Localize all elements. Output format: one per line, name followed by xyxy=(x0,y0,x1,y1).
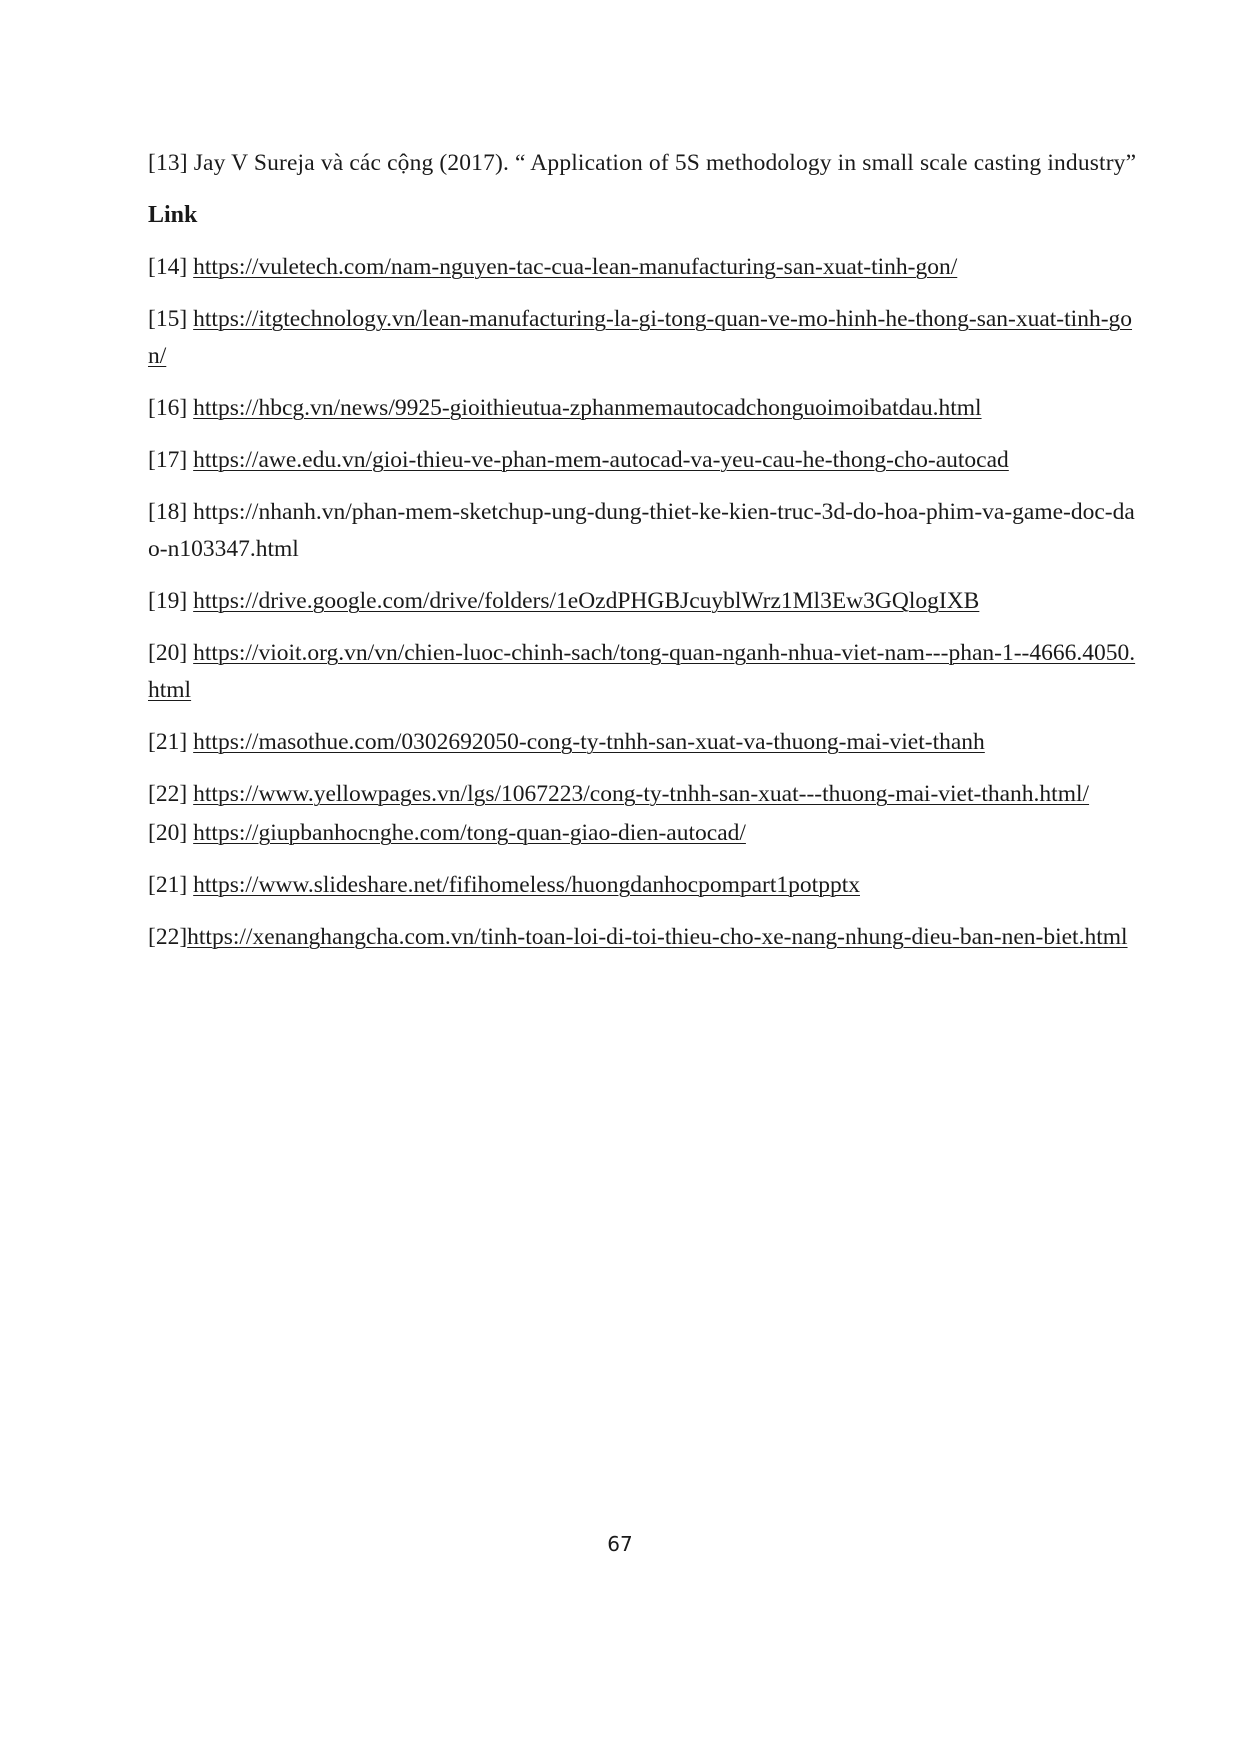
section-heading-link: Link xyxy=(148,202,198,228)
reference-20-second xyxy=(148,815,1146,852)
reference-number: [18] xyxy=(148,499,188,525)
reference-19 xyxy=(148,583,1146,620)
reference-21-second xyxy=(148,867,1146,904)
reference-url-text: https://nhanh.vn/phan-mem-sketchup-ung-dung-thiet-ke-kien-truc-3d-do-hoa-phim-va-game-doc-dao-n103347.html xyxy=(148,499,1135,562)
reference-number: [20] xyxy=(148,640,188,666)
reference-13 xyxy=(148,145,1146,182)
reference-number: [22] xyxy=(148,781,188,807)
reference-number: [19] xyxy=(148,588,188,614)
reference-17 xyxy=(148,442,1146,479)
reference-link[interactable]: https://masothue.com/0302692050-cong-ty-tnhh-san-xuat-va-thuong-mai-viet-thanh xyxy=(193,729,985,755)
reference-number: [13] xyxy=(148,150,188,176)
reference-number: [15] xyxy=(148,306,188,332)
reference-link[interactable]: https://itgtechnology.vn/lean-manufacturing-la-gi-tong-quan-ve-mo-hinh-he-thong-san-xuat-tinh-gon/ xyxy=(148,306,1133,369)
reference-number: [14] xyxy=(148,254,188,280)
reference-22 xyxy=(148,776,1146,813)
reference-15 xyxy=(148,301,1146,375)
reference-number: [21] xyxy=(148,872,188,898)
reference-number: [21] xyxy=(148,729,188,755)
reference-link[interactable]: https://giupbanhocnghe.com/tong-quan-giao-dien-autocad/ xyxy=(193,820,746,846)
reference-link[interactable]: https://awe.edu.vn/gioi-thieu-ve-phan-mem-autocad-va-yeu-cau-he-thong-cho-autocad xyxy=(193,447,1009,473)
reference-link[interactable]: https://xenanghangcha.com.vn/tinh-toan-loi-di-toi-thieu-cho-xe-nang-nhung-dieu-ban-nen-biet.html xyxy=(187,924,1128,950)
reference-16 xyxy=(148,390,1146,427)
reference-number: [16] xyxy=(148,395,188,421)
reference-22-second xyxy=(148,919,1146,956)
reference-18 xyxy=(148,494,1146,568)
reference-link[interactable]: https://hbcg.vn/news/9925-gioithieutua-zphanmemautocadchonguoimoibatdau.html xyxy=(193,395,982,421)
reference-link[interactable]: https://vioit.org.vn/vn/chien-luoc-chinh-sach/tong-quan-nganh-nhua-viet-nam---phan-1--4666.4050.html xyxy=(148,640,1136,703)
reference-text: Jay V Sureja và các cộng (2017). “ Application of 5S methodology in small scale casting industry” xyxy=(193,150,1137,176)
reference-number: [17] xyxy=(148,447,188,473)
reference-21 xyxy=(148,724,1146,761)
reference-number: [22] xyxy=(148,924,188,950)
reference-number: [20] xyxy=(148,820,188,846)
reference-14 xyxy=(148,249,1146,286)
references-page-content xyxy=(148,145,1146,971)
page-number: 67 xyxy=(607,1532,633,1556)
reference-link[interactable]: https://vuletech.com/nam-nguyen-tac-cua-lean-manufacturing-san-xuat-tinh-gon/ xyxy=(193,254,958,280)
reference-link[interactable]: https://drive.google.com/drive/folders/1eOzdPHGBJcuyblWrz1Ml3Ew3GQlogIXB xyxy=(193,588,980,614)
reference-20 xyxy=(148,635,1146,709)
reference-link[interactable]: https://www.yellowpages.vn/lgs/1067223/cong-ty-tnhh-san-xuat---thuong-mai-viet-thanh.html/ xyxy=(193,781,1090,807)
reference-link[interactable]: https://www.slideshare.net/fifihomeless/huongdanhocpompart1potpptx xyxy=(193,872,860,898)
